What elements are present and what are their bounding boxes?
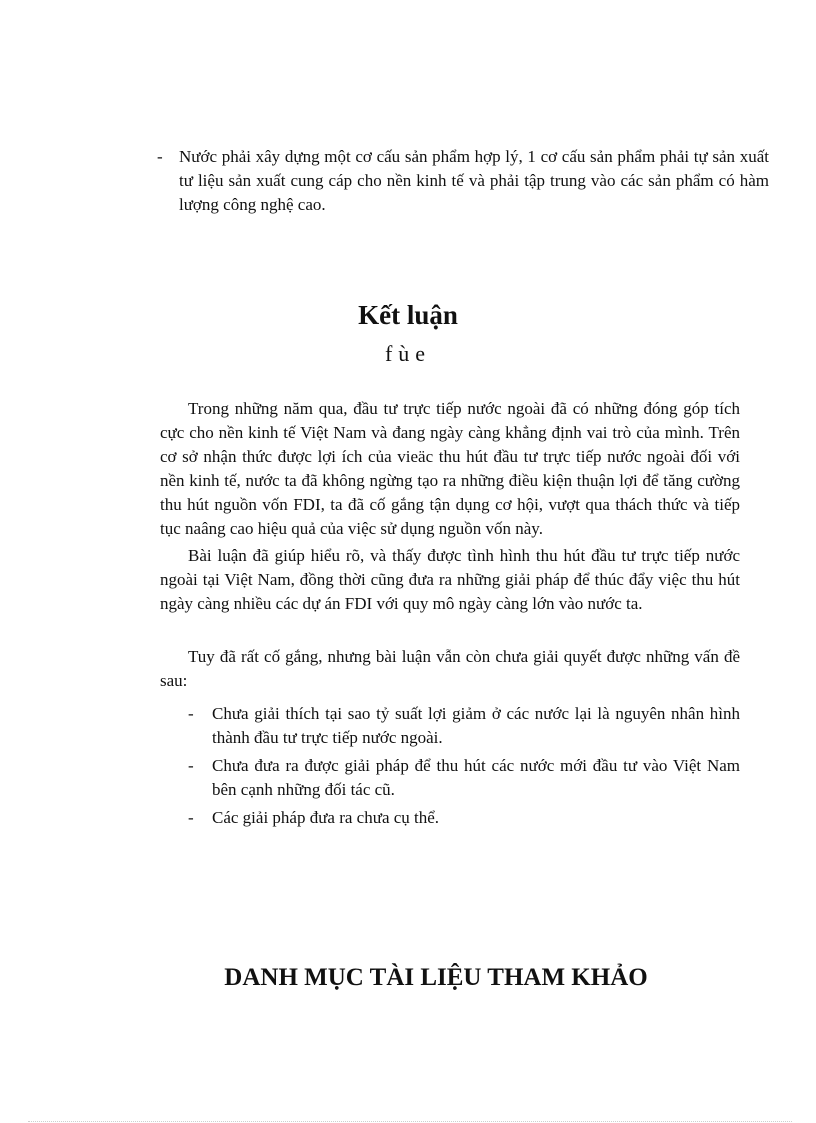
intro-bullet (157, 145, 769, 217)
list-item-text: Các giải pháp đưa ra chưa cụ thể. (212, 808, 440, 827)
list-item (188, 806, 740, 830)
list-item (188, 702, 740, 750)
bullet-dash: - (188, 808, 194, 827)
page-bottom-divider (28, 1121, 792, 1122)
bullet-dash: - (188, 704, 194, 723)
list-item (188, 754, 740, 802)
conclusion-paragraph-2: Bài luận đã giúp hiểu rõ, và thấy được tình hình thu hút đầu tư trực tiếp nước ngoài tại Việt Nam, đồng thời cũng đưa ra những giải pháp để thúc đẩy việc thu hút ngày càng nhiều các dự án FDI với quy mô ngày càng lớn vào nước ta. (160, 546, 740, 613)
decorative-ornament: fùe (384, 341, 432, 366)
conclusion-paragraph-1: Trong những năm qua, đầu tư trực tiếp nước ngoài đã có những đóng góp tích cực cho nền kinh tế Việt Nam và đang ngày càng khẳng định vai trò của mình. Trên cơ sở nhận thức được lợi ích của vieäc thu hút đầu tư trực tiếp nước ngoài đối với nền kinh tế, nước ta đã không ngừng tạo ra những điều kiện thuận lợi để tăng cường thu hút nguồn vốn FDI, ta đã cố gắng tận dụng cơ hội, vượt qua thách thức và tiếp tục naâng cao hiệu quả của việc sử dụng nguồn vốn này. (160, 399, 740, 538)
conclusion-paragraph-3: Tuy đã rất cố gắng, nhưng bài luận vẫn còn chưa giải quyết được những vấn đề sau: (160, 647, 740, 690)
bullet-dash: - (188, 756, 194, 775)
bullet-text: Nước phải xây dựng một cơ cấu sản phẩm hợp lý, 1 cơ cấu sản phẩm phải tự sản xuất tư liệu sản xuất cung cáp cho nền kinh tế và phải tập trung vào các sản phẩm có hàm lượng công nghệ cao. (179, 147, 769, 214)
bullet-dash: - (157, 147, 163, 166)
list-item-text: Chưa giải thích tại sao tỷ suất lợi giảm ở các nước lại là nguyên nhân hình thành đầu tư trực tiếp nước ngoài. (212, 704, 740, 747)
references-title: DANH MỤC TÀI LIỆU THAM KHẢO (224, 964, 648, 991)
conclusion-title: Kết luận (358, 300, 458, 330)
list-item-text: Chưa đưa ra được giải pháp để thu hút các nước mới đầu tư vào Việt Nam bên cạnh những đối tác cũ. (212, 756, 740, 799)
unresolved-issues-list (188, 702, 740, 834)
